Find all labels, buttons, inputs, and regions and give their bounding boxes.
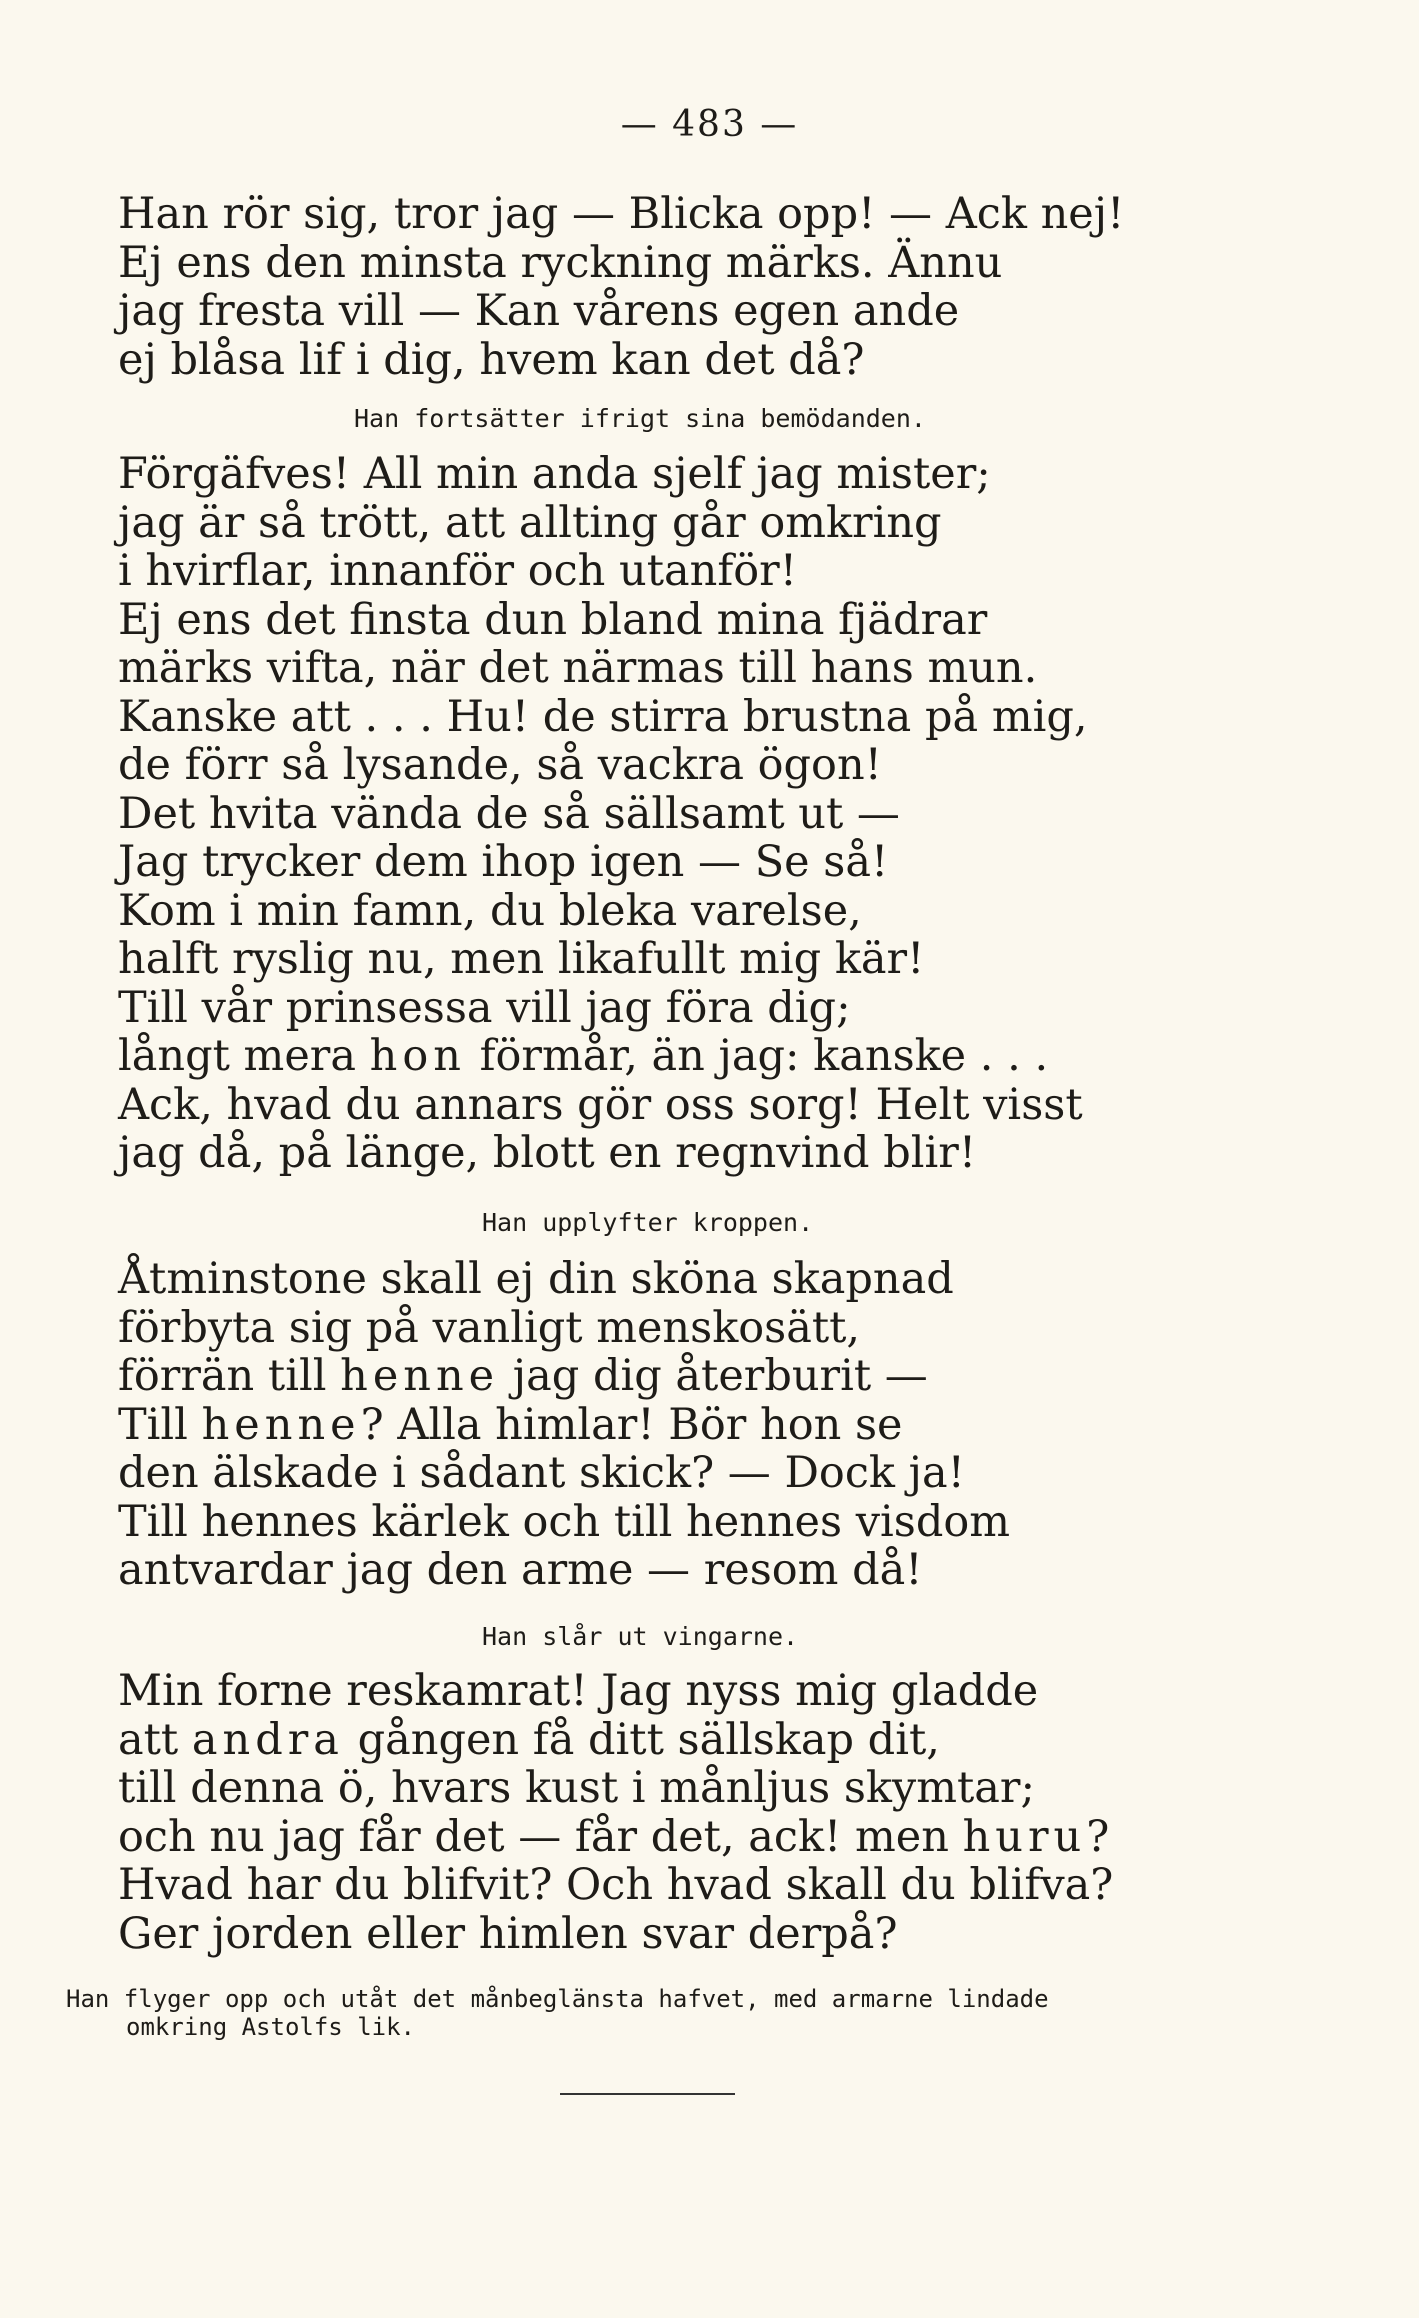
stage-direction-2: Han upplyfter kroppen. xyxy=(482,1208,814,1237)
verse-text: att xyxy=(118,1714,192,1765)
stage-direction-4: Han flyger opp och utåt det månbeglänsta hafvet, med armarne lindade xyxy=(66,1985,1049,2013)
verse-text: ? Alla himlar! Bör hon se xyxy=(360,1399,903,1450)
emphasized-word: henne xyxy=(201,1399,361,1450)
verse-line xyxy=(118,1352,1318,1401)
verse-line: jag då, på länge, blott en regnvind blir! xyxy=(118,1128,977,1178)
verse-text: ? xyxy=(1086,1811,1110,1862)
verse-block-1 xyxy=(118,190,1318,384)
verse-text: långt mera xyxy=(118,1031,370,1081)
verse-line xyxy=(118,1032,1318,1081)
stage-direction-3: Han slår ut vingarne. xyxy=(482,1622,799,1651)
verse-line: de förr så lysande, så vackra ögon! xyxy=(118,740,882,790)
verse-line: Ack, hvad du annars gör oss sorg! Helt visst xyxy=(118,1079,1083,1130)
verse-text: gången få ditt sällskap dit, xyxy=(343,1714,940,1765)
verse-line: Han rör sig, tror jag — Blicka opp! — Ack nej! xyxy=(118,189,1125,239)
stage-direction-1: Han fortsätter ifrigt sina bemödanden. xyxy=(354,404,926,433)
emphasized-word: henne xyxy=(340,1351,500,1401)
verse-line: Ger jorden eller himlen svar derpå? xyxy=(118,1908,898,1959)
verse-text: och nu jag får det — får det, ack! men xyxy=(118,1811,963,1862)
verse-text: förrän till xyxy=(118,1351,341,1401)
verse-text: jag dig återburit — xyxy=(499,1351,928,1401)
verse-line: antvardar jag den arme — resom då! xyxy=(118,1545,923,1595)
verse-line: märks vifta, när det närmas till hans mun. xyxy=(118,643,1038,693)
verse-line: Min forne reskamrat! Jag nyss mig gladde xyxy=(118,1666,1039,1716)
verse-line: Ej ens det finsta dun bland mina fjädrar xyxy=(118,594,988,645)
verse-block-2 xyxy=(118,450,1318,1178)
verse-line: Jag trycker dem ihop igen — Se så! xyxy=(118,837,889,887)
verse-line: Hvad har du blifvit? Och hvad skall du blifva? xyxy=(118,1860,1114,1910)
verse-block-4 xyxy=(118,1667,1318,1958)
verse-line: halft ryslig nu, men likafullt mig kär! xyxy=(118,934,925,984)
verse-line: Till vår prinsessa vill jag föra dig; xyxy=(118,982,851,1033)
verse-line: Kom i min famn, du bleka varelse, xyxy=(118,885,862,936)
verse-block-3 xyxy=(118,1255,1318,1595)
page-number: — 483 — xyxy=(620,104,799,145)
verse-line: till denna ö, hvars kust i månljus skymtar; xyxy=(118,1763,1035,1813)
verse-line: den älskade i sådant skick? — Dock ja! xyxy=(118,1448,965,1498)
verse-line: Till hennes kärlek och till hennes visdom xyxy=(118,1496,1011,1547)
verse-line: förbyta sig på vanligt menskosätt, xyxy=(118,1302,861,1353)
verse-line: ej blåsa lif i dig, hvem kan det då? xyxy=(118,334,865,385)
verse-text: Till xyxy=(118,1399,202,1450)
stage-direction-4-continuation: omkring Astolfs lik. xyxy=(126,2013,415,2041)
verse-line: Åtminstone skall ej din sköna skapnad xyxy=(118,1254,954,1304)
verse-line: i hvirflar, innanför och utanför! xyxy=(118,546,797,596)
emphasized-word: andra xyxy=(191,1714,344,1765)
verse-line xyxy=(118,1813,1318,1862)
verse-line: Ej ens den minsta ryckning märks. Ännu xyxy=(118,237,1003,288)
emphasized-word: hon xyxy=(369,1031,466,1081)
verse-line: Kanske att . . . Hu! de stirra brustna på mig, xyxy=(118,691,1088,742)
verse-line: Det hvita vända de så sällsamt ut — xyxy=(118,788,900,839)
verse-line xyxy=(118,1716,1318,1765)
verse-line xyxy=(118,1401,1318,1450)
verse-line: jag fresta vill — Kan vårens egen ande xyxy=(118,286,960,336)
verse-line: jag är så trött, att allting går omkring xyxy=(118,497,942,548)
footer-rule xyxy=(560,2093,735,2095)
verse-text: förmår, än jag: kanske . . . xyxy=(465,1031,1049,1081)
emphasized-word: huru xyxy=(962,1811,1087,1862)
verse-line: Förgäfves! All min anda sjelf jag mister; xyxy=(118,449,991,499)
